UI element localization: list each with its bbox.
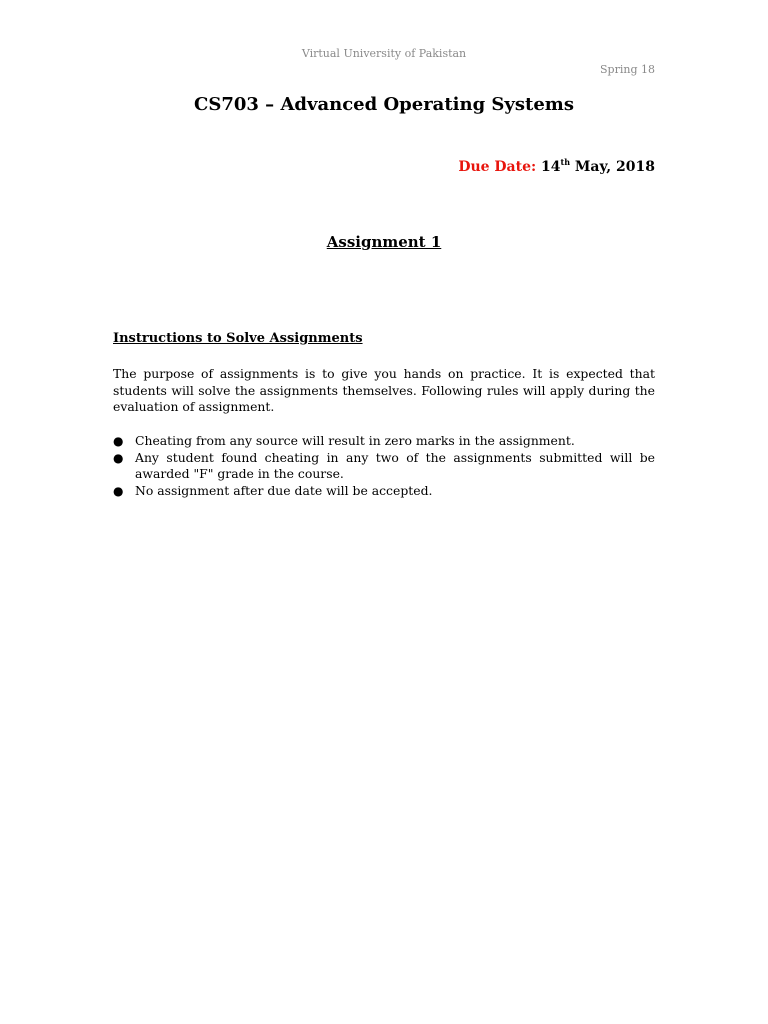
due-date-line bbox=[458, 159, 655, 175]
assignment-title: Assignment 1 bbox=[326, 233, 442, 251]
instructions-heading: Instructions to Solve Assignments bbox=[113, 331, 363, 346]
instructions-intro: The purpose of assignments is to give you hands on practice. It is expected that students will solve the assignments themselves. Following rules will apply during the evaluation of assignment. bbox=[113, 366, 655, 414]
course-title: CS703 – Advanced Operating Systems bbox=[194, 94, 574, 115]
list-item bbox=[113, 483, 655, 500]
rule-text: No assignment after due date will be accepted. bbox=[135, 482, 433, 498]
header-institution: Virtual University of Pakistan bbox=[301, 47, 467, 60]
due-day-number: 14 bbox=[541, 159, 561, 175]
due-date-label: Due Date: bbox=[458, 159, 537, 175]
due-date-month-year: May, 2018 bbox=[574, 159, 655, 175]
rule-text: Any student found cheating in any two of the assignments submitted will be awarded "F" grade in the course. bbox=[135, 449, 655, 481]
rules-list bbox=[113, 433, 655, 499]
rule-text: Cheating from any source will result in zero marks in the assignment. bbox=[135, 433, 575, 448]
bullet-icon: ● bbox=[113, 450, 124, 465]
list-item bbox=[113, 433, 655, 450]
bullet-icon: ● bbox=[113, 483, 124, 498]
list-item bbox=[113, 450, 655, 483]
header-semester: Spring 18 bbox=[600, 63, 655, 76]
due-date-day bbox=[541, 159, 570, 175]
due-day-suffix: th bbox=[560, 157, 571, 167]
bullet-icon: ● bbox=[113, 434, 124, 448]
